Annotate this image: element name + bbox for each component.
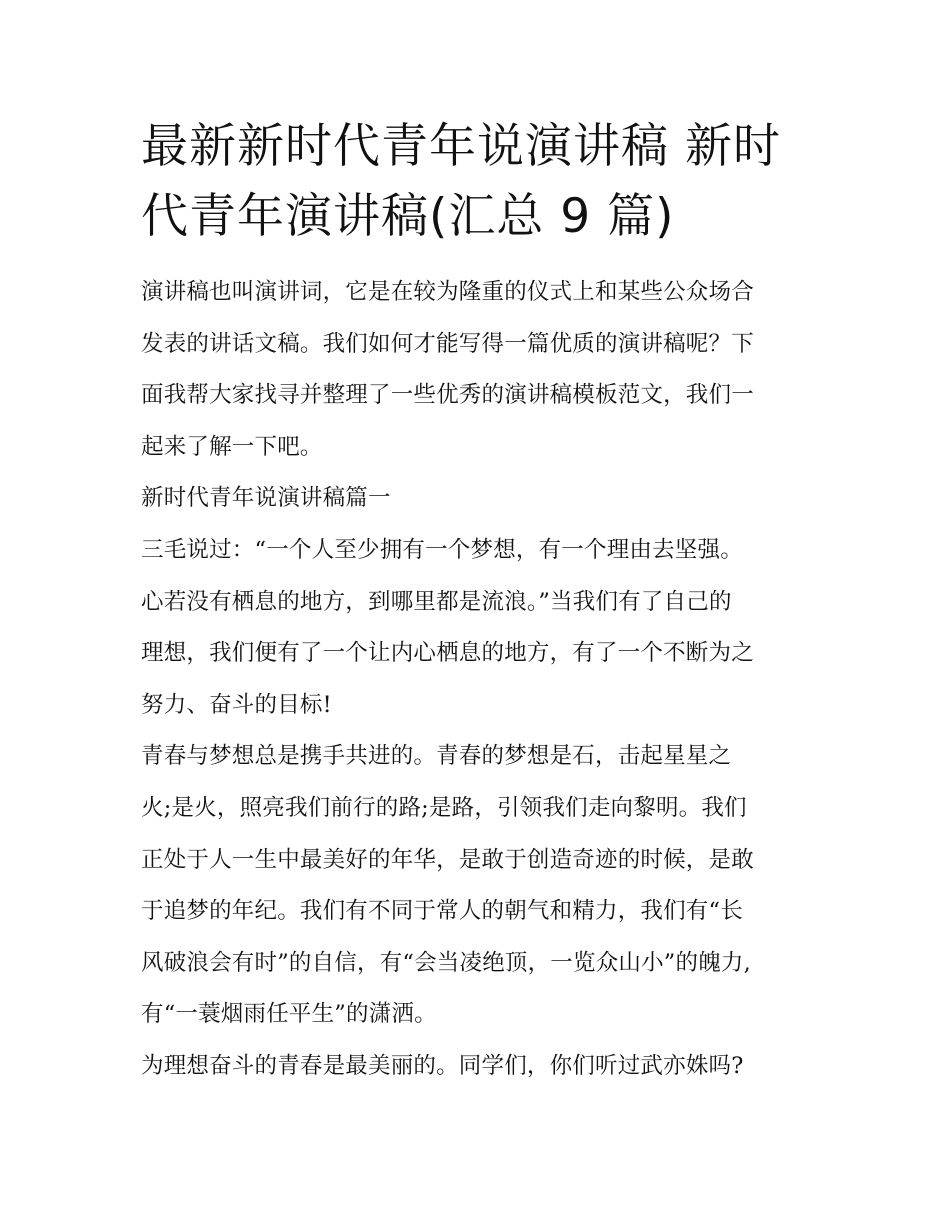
document-body [141, 274, 813, 1085]
text-line: 于追梦的年纪。我们有不同于常人的朝气和精力，我们有“长 [141, 898, 743, 925]
text-line: 心若没有栖息的地方，到哪里都是流浪。”当我们有了自己的 [141, 588, 732, 615]
text-line: 演讲稿也叫演讲词，它是在较为隆重的仪式上和某些公众场合 [141, 279, 754, 305]
text-line: 发表的讲话文稿。我们如何才能写得一篇优质的演讲稿呢？下 [141, 330, 754, 357]
document-title: 最新新时代青年说演讲稿 新时 代青年演讲稿(汇总 9 篇) [141, 119, 781, 244]
document-content [141, 112, 813, 1100]
text-line: 理想，我们便有了一个让内心栖息的地方，有了一个不断为之 [141, 640, 754, 667]
text-line: 火;是火，照亮我们前行的路;是路，引领我们走向黎明。我们 [141, 794, 747, 821]
text-line: 有“一蓑烟雨任平生”的潇洒。 [141, 1001, 437, 1028]
text-line: 为理想奋斗的青春是最美丽的。同学们，你们听过武亦姝吗? [141, 1052, 744, 1079]
section-heading: 新时代青年说演讲稿篇一 [141, 485, 391, 512]
text-line: 三毛说过：“一个人至少拥有一个梦想，有一个理由去坚强。 [141, 536, 743, 563]
text-line: 青春与梦想总是携手共进的。青春的梦想是石，击起星星之 [141, 743, 732, 770]
text-line: 起来了解一下吧。 [141, 433, 323, 460]
text-line: 风破浪会有时”的自信，有“会当凌绝顶，一览众山小”的魄力, [141, 949, 751, 976]
text-line: 努力、奋斗的目标! [141, 691, 332, 718]
text-line: 正处于人一生中最美好的年华，是敢于创造奇迹的时候，是敢 [141, 846, 754, 873]
text-line: 面我帮大家找寻并整理了一些优秀的演讲稿模板范文，我们一 [141, 382, 754, 409]
